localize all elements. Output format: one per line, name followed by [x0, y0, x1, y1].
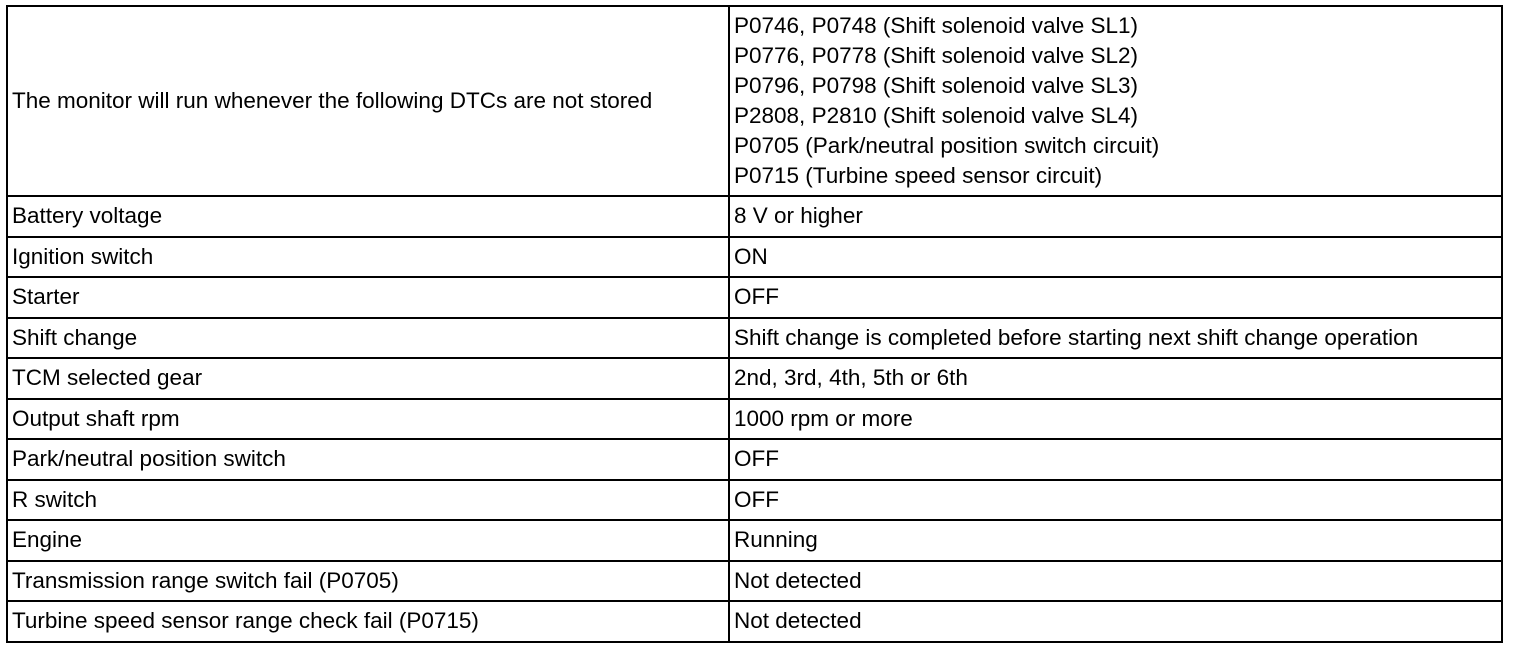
item-cell: Transmission range switch fail (P0705) — [7, 561, 729, 602]
table-row — [7, 520, 1502, 561]
table-row — [7, 601, 1502, 642]
condition-cell: OFF — [729, 277, 1502, 318]
item-cell: Turbine speed sensor range check fail (P0715) — [7, 601, 729, 642]
condition-cell: OFF — [729, 439, 1502, 480]
dtc-list-cell — [729, 6, 1502, 196]
condition-cell: 8 V or higher — [729, 196, 1502, 237]
dtc-item: P0746, P0748 (Shift solenoid valve SL1) — [734, 13, 1139, 38]
dtc-item: P0796, P0798 (Shift solenoid valve SL3) — [734, 73, 1139, 98]
table-row — [7, 480, 1502, 521]
condition-cell: Shift change is completed before starting next shift change operation — [729, 318, 1502, 359]
dtc-item: P0715 (Turbine speed sensor circuit) — [734, 163, 1103, 188]
table-row-dtc — [7, 6, 1502, 196]
dtc-row-label: The monitor will run whenever the following DTCs are not stored — [7, 6, 729, 196]
table-row — [7, 399, 1502, 440]
item-cell: Park/neutral position switch — [7, 439, 729, 480]
condition-cell: OFF — [729, 480, 1502, 521]
item-cell: Ignition switch — [7, 237, 729, 278]
dtc-item: P2808, P2810 (Shift solenoid valve SL4) — [734, 103, 1139, 128]
condition-cell: Running — [729, 520, 1502, 561]
monitor-conditions-table — [6, 5, 1503, 643]
table-row — [7, 237, 1502, 278]
condition-cell: 1000 rpm or more — [729, 399, 1502, 440]
item-cell: Output shaft rpm — [7, 399, 729, 440]
item-cell: TCM selected gear — [7, 358, 729, 399]
item-cell: Battery voltage — [7, 196, 729, 237]
table-row — [7, 277, 1502, 318]
condition-cell: Not detected — [729, 561, 1502, 602]
table-row — [7, 318, 1502, 359]
condition-cell: Not detected — [729, 601, 1502, 642]
item-cell: R switch — [7, 480, 729, 521]
item-cell: Starter — [7, 277, 729, 318]
table-row — [7, 358, 1502, 399]
condition-cell: 2nd, 3rd, 4th, 5th or 6th — [729, 358, 1502, 399]
item-cell: Engine — [7, 520, 729, 561]
dtc-item: P0776, P0778 (Shift solenoid valve SL2) — [734, 43, 1139, 68]
table-row — [7, 561, 1502, 602]
table-row — [7, 439, 1502, 480]
item-cell: Shift change — [7, 318, 729, 359]
condition-cell: ON — [729, 237, 1502, 278]
dtc-item: P0705 (Park/neutral position switch circuit) — [734, 133, 1160, 158]
table-row — [7, 196, 1502, 237]
